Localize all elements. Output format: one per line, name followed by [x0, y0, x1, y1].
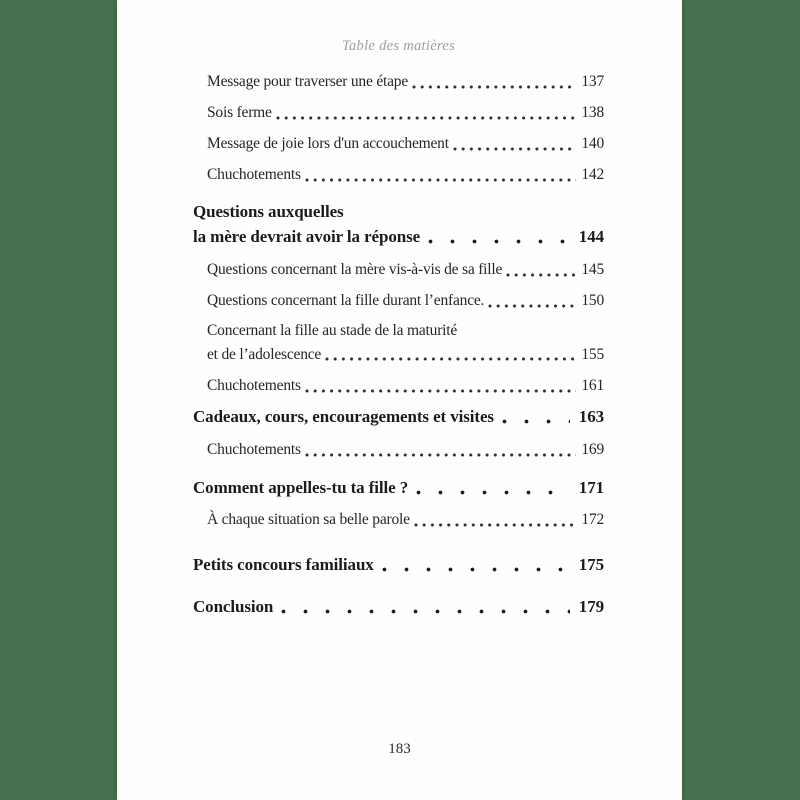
- dot-leader: [305, 178, 577, 182]
- toc-entry-page: 142: [581, 166, 604, 183]
- toc-entry-label: Message de joie lors d'un accouchement: [207, 135, 449, 152]
- dot-leader: [305, 389, 577, 393]
- page-number: 183: [388, 741, 411, 757]
- toc-entry-page: 150: [581, 292, 604, 309]
- toc-entry-label: Petits concours familiaux: [193, 555, 374, 574]
- toc-entry-page: 175: [578, 555, 604, 574]
- dot-leader: [414, 523, 577, 527]
- toc-entry-label: Conclusion: [193, 597, 274, 616]
- dot-leader: [412, 85, 576, 89]
- toc-entry: [207, 319, 604, 367]
- toc-entry: [193, 594, 604, 619]
- dot-leader: [281, 609, 570, 614]
- toc-entry-page: 169: [581, 441, 604, 458]
- toc-entry: [193, 475, 604, 500]
- toc-entry-page: 161: [581, 377, 604, 394]
- toc-entry: [207, 100, 604, 126]
- toc-entry-page: 172: [581, 511, 604, 528]
- dot-leader: [325, 357, 576, 361]
- toc-entry-label: À chaque situation sa belle parole: [207, 511, 410, 528]
- dot-leader: [428, 239, 570, 244]
- toc-content: [193, 0, 604, 619]
- toc-entry-label: Sois ferme: [207, 104, 272, 121]
- toc-entry-label-line2: la mère devrait avoir la réponse: [193, 227, 421, 246]
- dot-leader: [276, 116, 577, 120]
- dot-leader: [416, 490, 570, 495]
- toc-entry: [193, 552, 604, 577]
- toc-entry: [193, 199, 604, 249]
- toc-entry-label: Message pour traverser une étape: [207, 73, 409, 90]
- toc-entry-label: Cadeaux, cours, encouragements et visites: [193, 407, 494, 426]
- toc-entry: [207, 288, 604, 314]
- dot-leader: [382, 567, 570, 572]
- toc-entry: [193, 404, 604, 429]
- toc-entry-label: Questions concernant la fille durant l’enfance.: [207, 292, 485, 309]
- toc-entry-page: 171: [578, 478, 604, 497]
- toc-entry-label-line2: et de l’adolescence: [207, 346, 322, 363]
- toc-entry-label: Chuchotements: [207, 441, 301, 458]
- dot-leader: [502, 419, 570, 424]
- toc-entry-label: Chuchotements: [207, 377, 301, 394]
- dot-leader: [488, 304, 576, 308]
- toc-entry-label: Questions auxquelles: [193, 202, 344, 221]
- toc-entry: [207, 373, 604, 399]
- toc-entry: [207, 69, 604, 95]
- toc-entry: [207, 131, 604, 157]
- toc-entry-page: 144: [578, 227, 604, 246]
- toc-entry-page: 145: [581, 261, 604, 278]
- toc-entry-page: 179: [578, 597, 604, 616]
- toc-entry-page: 163: [578, 407, 604, 426]
- book-page: [117, 0, 682, 800]
- toc-entry: [207, 437, 604, 463]
- toc-entry: [207, 162, 604, 188]
- toc-entry: [207, 507, 604, 533]
- toc-entry-label: Chuchotements: [207, 166, 301, 183]
- dot-leader: [506, 273, 576, 277]
- toc-entry-label: Questions concernant la mère vis-à-vis de sa fille: [207, 261, 503, 278]
- toc-entry: [207, 257, 604, 283]
- toc-entry-page: 155: [581, 346, 604, 363]
- dot-leader: [305, 453, 577, 457]
- toc-entry-page: 138: [581, 104, 604, 121]
- running-header: Table des matières: [341, 38, 456, 54]
- dot-leader: [453, 147, 577, 151]
- toc-entry-page: 140: [581, 135, 604, 152]
- toc-entry-label: Concernant la fille au stade de la maturité: [207, 322, 458, 339]
- toc-entry-page: 137: [581, 73, 604, 90]
- toc-entry-label: Comment appelles-tu ta fille ?: [193, 478, 409, 497]
